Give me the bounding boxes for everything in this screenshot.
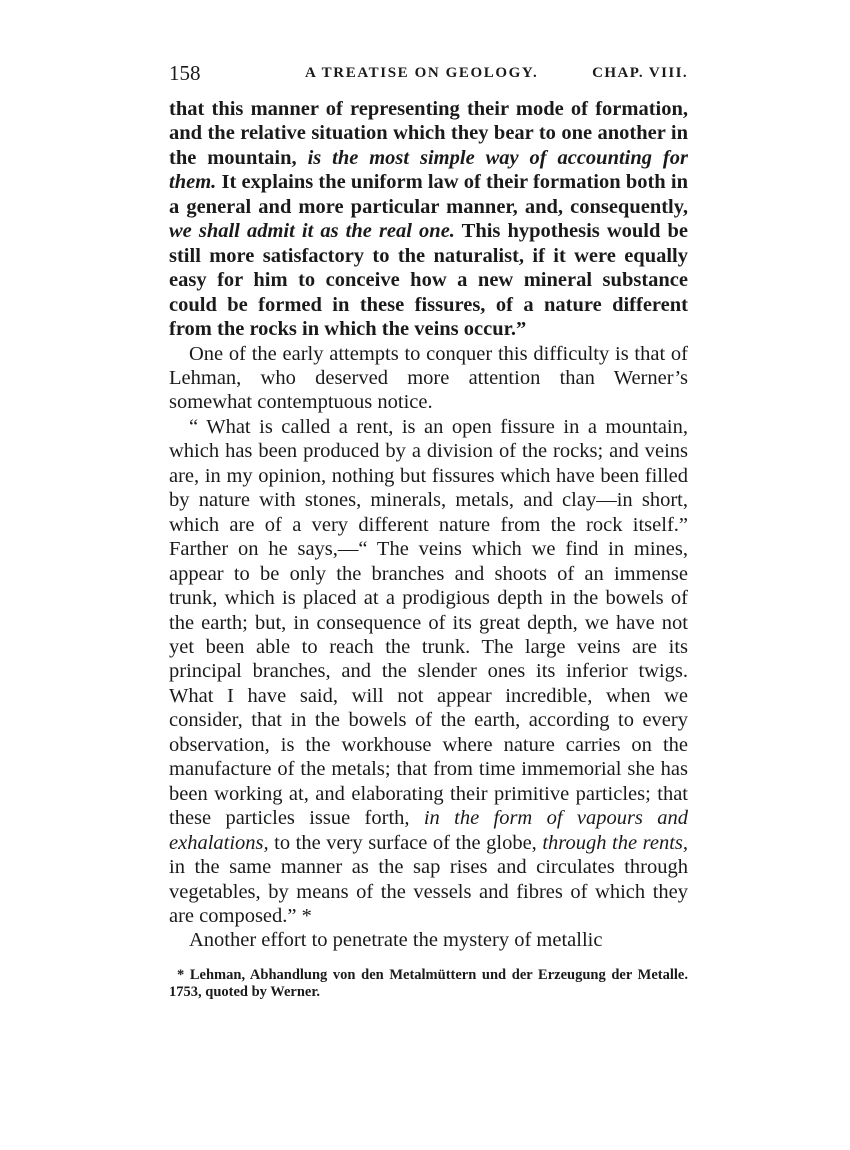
text-segment: “ What is called a rent, is an open fissure in a mountain, which has been produced by a division of the rocks; and veins are, in my opinion, nothing but fissures which have been filled by nature with stones, minerals, metals, and clay—in short, which are of a very different nature from the rock itself.” Farther on he says,—“ The veins which we find in mines, appear to be only the branches and shoots of an immense trunk, which is placed at a prodigious depth in the bowels of the earth; but, in consequence of its great depth, we have not yet been able to reach the trunk. The large veins are its principal branches, and the slender ones its inferior twigs. What I have said, will not appear incredible, when we consider, that in the bowels of the earth, according to every observation, is the workhouse where nature carries on the manufacture of the metals; that from time immemorial she has been working at, and elaborating their primitive particles; that these particles issue forth, <box>169 415 688 830</box>
text-segment: in the form of vapours and exhalations, <box>169 807 688 854</box>
footnote: * Lehman, Abhandlung von den Metalmüttern und der Erzeugung der Metalle. 1753, quoted by Werner. <box>169 966 688 1000</box>
text-segment: It explains the uniform law of their formation both in a general and more particular manner, and, consequently, <box>169 171 688 218</box>
text-segment: that this manner of representing their mode of formation, and the relative situation which they bear to one another in the mountain, <box>169 98 688 169</box>
text-segment: to the very surface of the globe, <box>268 831 543 854</box>
page-number: 158 <box>169 61 201 85</box>
paragraph <box>169 415 688 929</box>
text-segment: is the most simple way of accounting for them. <box>169 146 688 194</box>
text-segment: through the rents, <box>542 831 688 854</box>
book-page <box>169 58 688 1001</box>
chapter-label: CHAP. VIII. <box>592 65 688 81</box>
text-segment: Another effort to penetrate the mystery of metallic <box>189 929 603 952</box>
running-title: A TREATISE ON GEOLOGY. <box>305 65 539 81</box>
paragraph <box>169 342 688 415</box>
running-header <box>169 58 688 88</box>
text-segment: we shall admit it as the real one. <box>169 220 455 243</box>
body-text <box>169 97 688 953</box>
text-segment: One of the early attempts to conquer this difficulty is that of Lehman, who deserved more attention than Werner’s somewhat contemptuous notice. <box>169 342 688 414</box>
text-segment: This hypothesis would be still more satisfactory to the naturalist, if it were equally easy for him to conceive how a new mineral substance could be formed in these fissures, of a nature different from the rocks in which the veins occur.” <box>169 220 688 341</box>
paragraph <box>169 928 688 952</box>
paragraph <box>169 97 688 342</box>
text-segment: in the same manner as the sap rises and circulates through vegetables, by means of the vessels and fibres of which they are composed.” * <box>169 856 688 927</box>
